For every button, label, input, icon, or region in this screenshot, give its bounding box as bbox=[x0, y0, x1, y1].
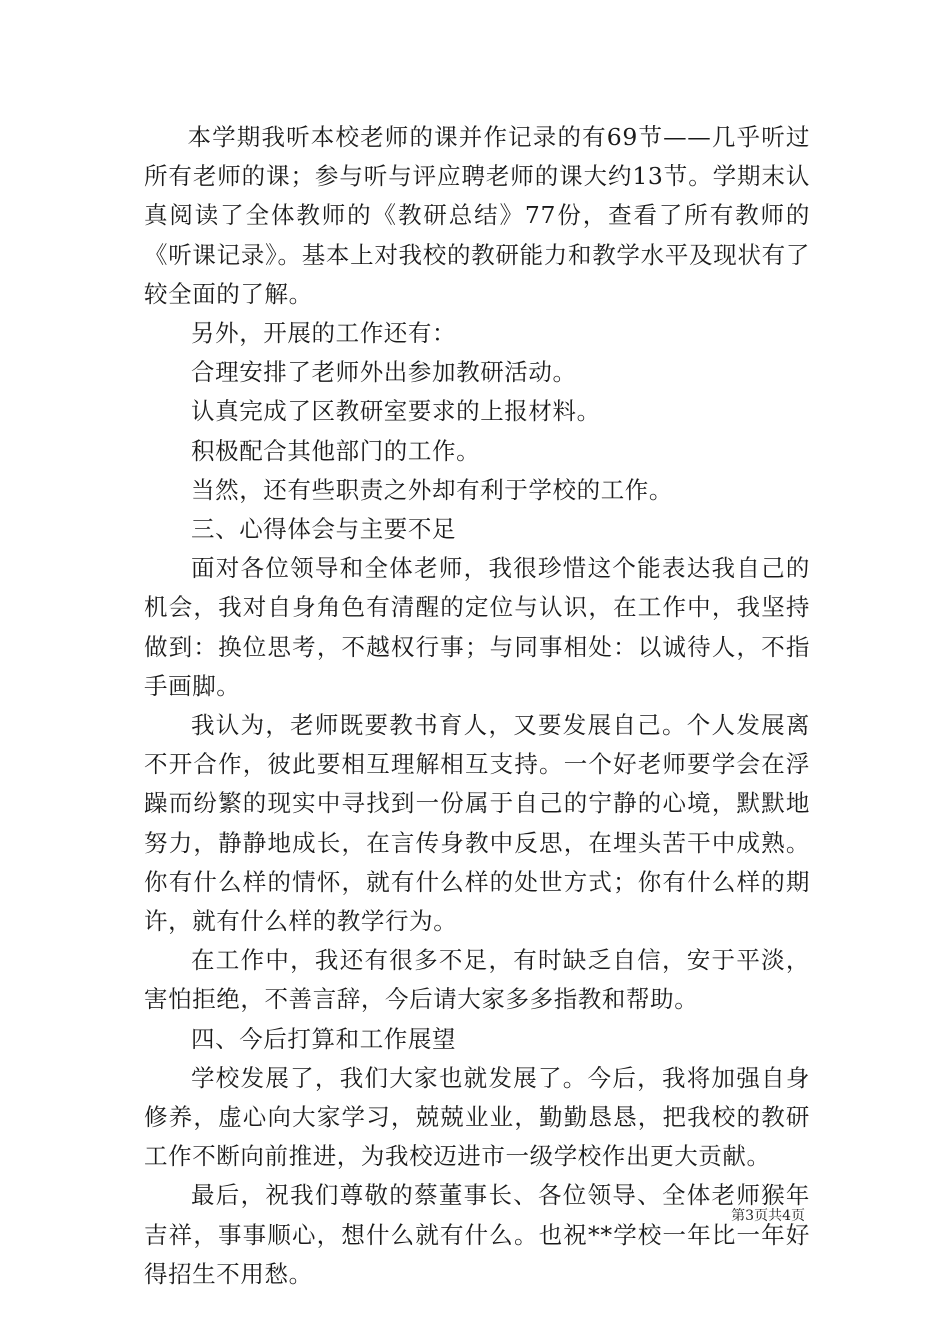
paragraph-extra-duties: 当然，还有些职责之外却有利于学校的工作。 bbox=[191, 475, 673, 504]
paragraph-school-development: 学校发展了，我们大家也就发展了。今后，我将加强自身修养，虚心向大家学习，兢兢业业，勤勤恳恳，把我校的教研工作不断向前推进，为我校迈进市一级学校作出更大贡献。 bbox=[144, 1063, 810, 1171]
paragraph-report-materials: 认真完成了区教研室要求的上报材料。 bbox=[191, 397, 601, 426]
paragraph-shortcomings: 在工作中，我还有很多不足，有时缺乏自信，安于平淡，害怕拒绝，不善言辞，今后请大家多多指教和帮助。 bbox=[144, 946, 810, 1014]
section-heading-experience: 三、心得体会与主要不足 bbox=[191, 515, 457, 544]
paragraph-teacher-development: 我认为，老师既要教书育人，又要发展自己。个人发展离不开合作，彼此要相互理解相互支持。一个好老师要学会在浮躁而纷繁的现实中寻找到一份属于自己的宁静的心境，默默地努力，静静地成长，在言传身教中反思，在埋头苦干中成熟。你有什么样的情怀，就有什么样的处世方式；你有什么样的期许，就有什么样的教学行为。 bbox=[144, 711, 810, 936]
paragraph-other-work-intro: 另外，开展的工作还有： bbox=[191, 319, 457, 348]
paragraph-cooperate-departments: 积极配合其他部门的工作。 bbox=[191, 436, 481, 465]
paragraph-arrange-activities: 合理安排了老师外出参加教研活动。 bbox=[191, 358, 577, 387]
page-number-label: 第3页共4页 bbox=[731, 1208, 805, 1224]
paragraph-self-positioning: 面对各位领导和全体老师，我很珍惜这个能表达我自己的机会，我对自身角色有清醒的定位与认识，在工作中，我坚持做到：换位思考，不越权行事；与同事相处：以诚待人，不指手画脚。 bbox=[144, 554, 810, 700]
section-heading-future-plans: 四、今后打算和工作展望 bbox=[191, 1024, 457, 1053]
paragraph-closing-wishes: 最后，祝我们尊敬的蔡董事长、各位领导、全体老师猴年吉祥，事事顺心，想什么就有什么。也祝**学校一年比一年好得招生不用愁。 bbox=[144, 1181, 810, 1288]
document-body bbox=[144, 118, 810, 1294]
paragraph-lecture-records: 本学期我听本校老师的课并作记录的有69节——几乎听过所有老师的课；参与听与评应聘老师的课大约13节。学期末认真阅读了全体教师的《教研总结》77份，查看了所有教师的《听课记录》。基本上对我校的教研能力和教学水平及现状有了较全面的了解。 bbox=[144, 123, 810, 308]
